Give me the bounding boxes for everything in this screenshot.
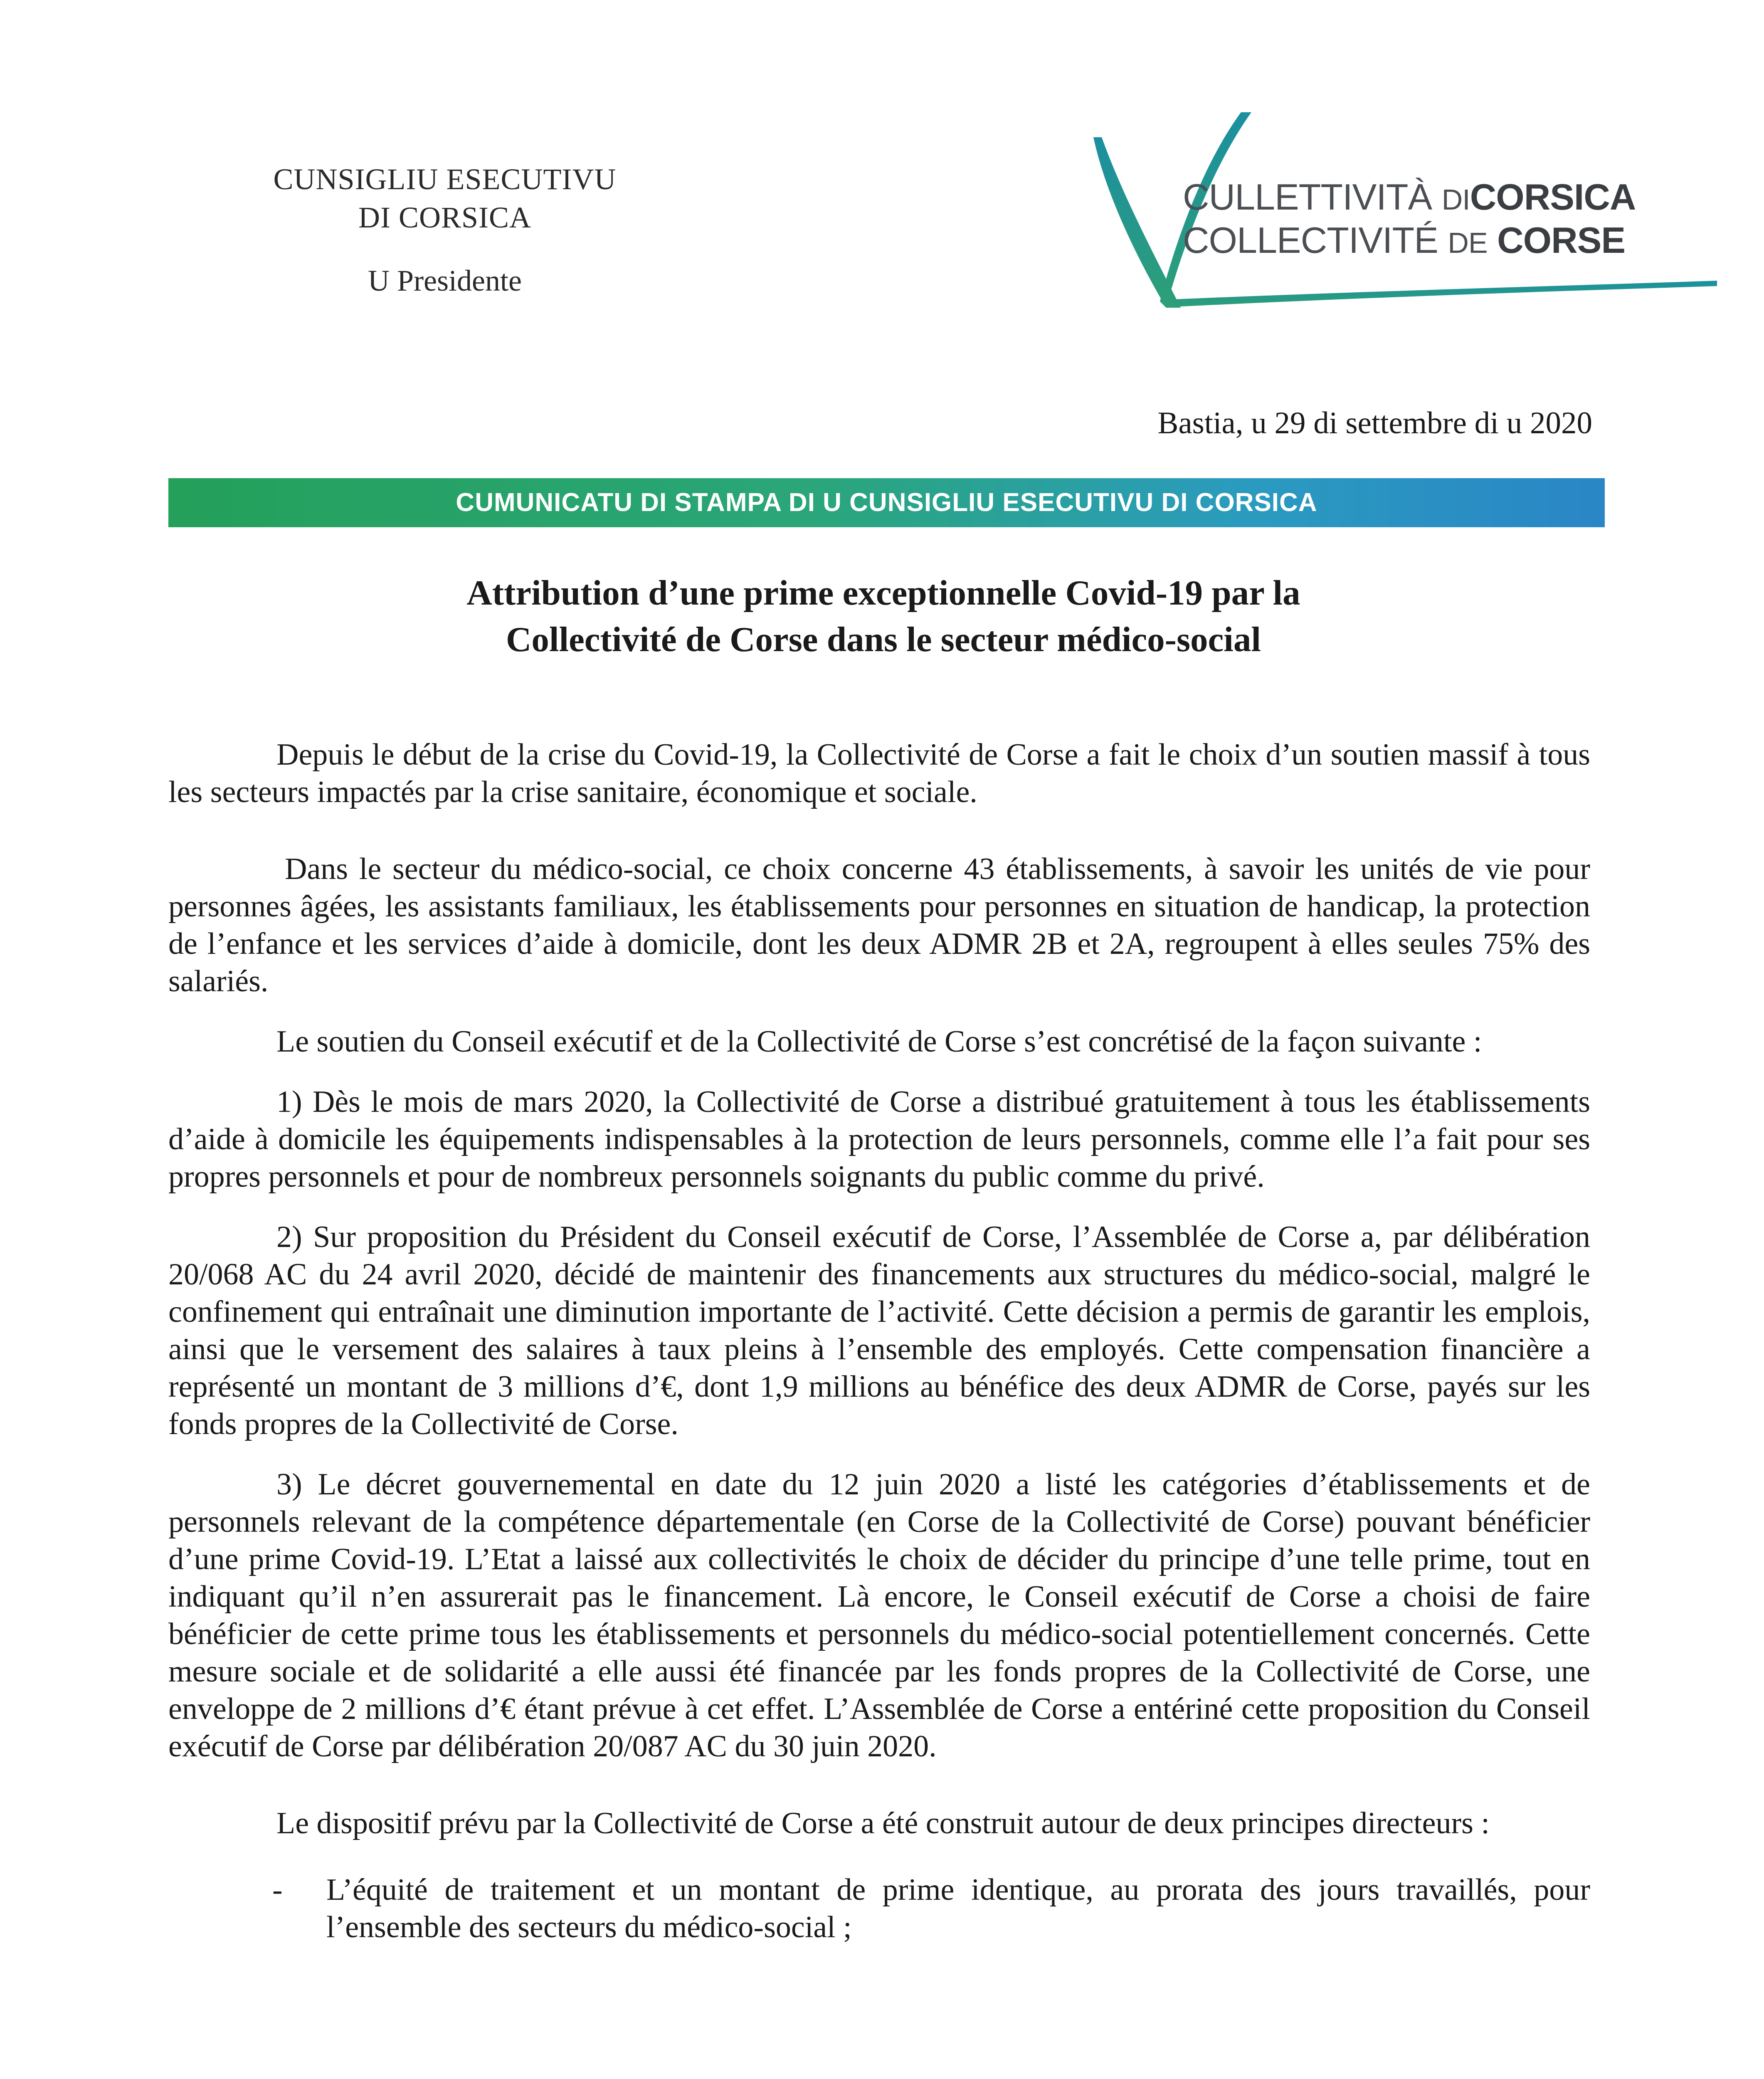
paragraph-point-1: 1) Dès le mois de mars 2020, la Collectivité de Corse a distribué gratuitement à tous les établissements d’aide à domicile les équipements indispensables à la protection de leurs personnels, comme elle l’a fait pour ses propres personnels et pour de nombreux personnels soignants du public comme du privé. bbox=[168, 1085, 1590, 1194]
document-title bbox=[233, 570, 1534, 663]
paragraph-point-3: 3) Le décret gouvernemental en date du 12 juin 2020 a listé les catégories d’établissements et de personnels relevant de la compétence départementale (en Corse de la Collectivité de Corse) pouvant bénéficier d’une prime Covid-19. L’Etat a laissé aux collectivités le choix de décider du principe d’une telle prime, tout en indiquant qu’il n’en assurerait pas le financement. Là encore, le Conseil exécutif de Corse a choisi de faire bénéficier de cette prime tous les établissements et personnels du médico-social potentiellement concernés. Cette mesure sociale et de solidarité a elle aussi été financée par les fonds propres de la Collectivité de Corse, une enveloppe de 2 millions d’€ étant prévue à cet effet. L’Assemblée de Corse a entériné cette proposition du Conseil exécutif de Corse par délibération 20/087 AC du 30 juin 2020. bbox=[168, 1467, 1590, 1763]
issuer-name-line1: CUNSIGLIU ESECUTIVU bbox=[273, 163, 617, 196]
paragraph-medico-social: Dans le secteur du médico-social, ce choix concerne 43 établissements, à savoir les unités de vie pour personnes âgées, les assistants familiaux, les établissements pour personnes en situation de handicap, la protection de l’enfance et les services d’aide à domicile, dont les deux ADMR 2B et 2A, regroupent à elles seules 75% des salariés. bbox=[168, 852, 1590, 998]
list-item bbox=[168, 1871, 1590, 1946]
paragraph-point-2: 2) Sur proposition du Président du Conseil exécutif de Corse, l’Assemblée de Corse a, par délibération 20/068 AC du 24 avril 2020, décidé de maintenir des financements aux structures du médico-social, malgré le confinement qui entraînait une diminution importante de l’activité. Cette décision a permis de garantir les emplois, ainsi que le versement des salaires à taux pleins à l’ensemble des employés. Cette compensation financière a représenté un montant de 3 millions d’€, dont 1,9 millions au bénéfice des deux ADMR de Corse, payés sur les fonds propres de la Collectivité de Corse. bbox=[168, 1220, 1590, 1441]
document-date: Bastia, u 29 di settembre di u 2020 bbox=[1157, 406, 1592, 440]
logo-wordmark bbox=[1183, 176, 1636, 263]
title-line1: Attribution d’une prime exceptionnelle Covid-19 par la bbox=[466, 573, 1300, 612]
issuer-name-line2: DI CORSICA bbox=[358, 201, 532, 234]
press-release-banner: CUMUNICATU DI STAMPA DI U CUNSIGLIU ESECUTIVU DI CORSICA bbox=[168, 478, 1605, 527]
paragraph-principles-intro: Le dispositif prévu par la Collectivité de Corse a été construit autour de deux principes directeurs : bbox=[276, 1806, 1490, 1840]
logo-line-french: COLLECTIVITÉ DE CORSE bbox=[1183, 220, 1626, 261]
document-body bbox=[168, 736, 1590, 1946]
issuer-role: U Presidente bbox=[368, 264, 522, 297]
bullet-text: L’équité de traitement et un montant de prime identique, au prorata des jours travaillés, pour l’ensemble des secteurs du médico-social ; bbox=[326, 1873, 1590, 1944]
title-line2: Collectivité de Corse dans le secteur médico-social bbox=[506, 620, 1261, 659]
issuer-header bbox=[233, 160, 657, 300]
bullet-dash: - bbox=[272, 1873, 283, 1907]
logo-line-corsican: CULLETTIVITÀ DICORSICA bbox=[1183, 176, 1636, 217]
paragraph-intro: Depuis le début de la crise du Covid-19, la Collectivité de Corse a fait le choix d’un soutien massif à tous les secteurs impactés par la crise sanitaire, économique et sociale. bbox=[168, 738, 1590, 809]
paragraph-support-intro: Le soutien du Conseil exécutif et de la Collectivité de Corse s’est concrétisé de la façon suivante : bbox=[276, 1025, 1482, 1059]
